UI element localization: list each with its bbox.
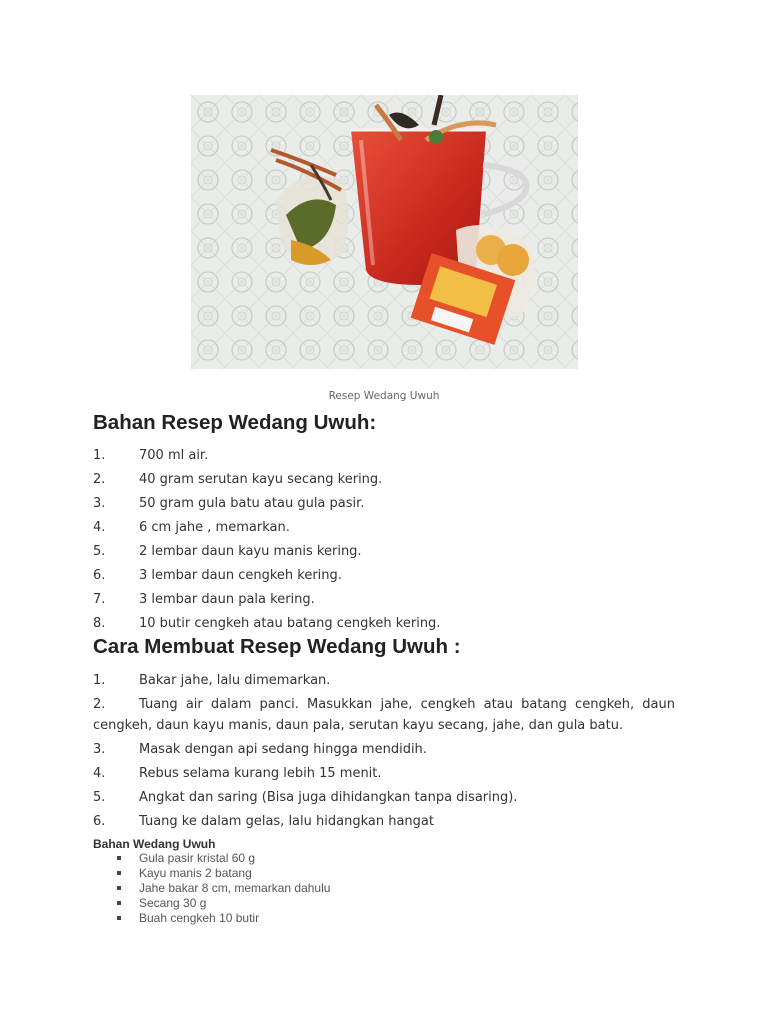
wedang-ingredient-text: Jahe bakar 8 cm, memarkan dahulu — [139, 881, 331, 895]
method-step-text: Tuang air dalam panci. Masukkan jahe, cengkeh atau batang cengkeh, daun cengkeh, daun kayu manis, daun pala, serutan kayu secang, jahe, dan gula batu. — [93, 697, 675, 733]
ingredient-item — [93, 613, 675, 634]
method-step-number: 4. — [93, 766, 106, 781]
ingredient-item-text: 40 gram serutan kayu secang kering. — [139, 472, 383, 487]
square-bullet-icon — [117, 916, 121, 920]
ingredient-item-text: 6 cm jahe , memarkan. — [139, 520, 290, 535]
method-step-text: Rebus selama kurang lebih 15 menit. — [139, 766, 382, 781]
ingredient-item — [93, 445, 675, 466]
ingredients-list — [93, 445, 675, 637]
wedang-ingredient-item — [115, 896, 330, 911]
wedang-ingredient-item — [115, 881, 330, 896]
ingredient-item-text: 700 ml air. — [139, 448, 209, 463]
ingredient-item-number: 8. — [93, 616, 106, 631]
method-step-text: Angkat dan saring (Bisa juga dihidangkan tanpa disaring). — [139, 790, 518, 805]
wedang-ingredient-text: Gula pasir kristal 60 g — [139, 851, 256, 865]
wedang-ingredient-text: Secang 30 g — [139, 896, 207, 910]
square-bullet-icon — [117, 856, 121, 860]
wedang-ingredient-text: Kayu manis 2 batang — [139, 866, 252, 880]
ingredient-item-text: 50 gram gula batu atau gula pasir. — [139, 496, 365, 511]
method-step-number: 5. — [93, 790, 106, 805]
method-step — [93, 811, 675, 832]
wedang-ingredient-item — [115, 866, 330, 881]
method-step — [93, 694, 675, 736]
ingredient-item-number: 2. — [93, 472, 106, 487]
method-step — [93, 763, 675, 784]
ingredient-item — [93, 517, 675, 538]
ingredient-item — [93, 469, 675, 490]
method-step-text: Masak dengan api sedang hingga mendidih. — [139, 742, 427, 757]
wedang-ingredient-item — [115, 851, 330, 866]
method-heading: Cara Membuat Resep Wedang Uwuh : — [93, 635, 461, 658]
method-step-number: 3. — [93, 742, 106, 757]
method-step — [93, 670, 675, 691]
ingredient-item — [93, 493, 675, 514]
wedang-ingredient-text: Buah cengkeh 10 butir — [139, 911, 260, 925]
ingredient-item-text: 10 butir cengkeh atau batang cengkeh kering. — [139, 616, 441, 631]
wedang-ingredients-heading: Bahan Wedang Uwuh — [93, 837, 216, 851]
method-step-number: 6. — [93, 814, 106, 829]
method-step-number: 1. — [93, 673, 106, 688]
ingredient-item-text: 3 lembar daun pala kering. — [139, 592, 315, 607]
recipe-photo — [191, 95, 578, 369]
ingredient-item-number: 1. — [93, 448, 106, 463]
ingredient-item — [93, 541, 675, 562]
method-step — [93, 739, 675, 760]
square-bullet-icon — [117, 871, 121, 875]
method-list — [93, 670, 675, 835]
ingredient-item-number: 3. — [93, 496, 106, 511]
method-step-text: Bakar jahe, lalu dimemarkan. — [139, 673, 331, 688]
method-step-text: Tuang ke dalam gelas, lalu hidangkan hangat — [139, 814, 434, 829]
ingredient-item-text: 3 lembar daun cengkeh kering. — [139, 568, 342, 583]
method-step-number: 2. — [93, 697, 106, 712]
wedang-ingredient-item — [115, 911, 330, 926]
ingredients-heading: Bahan Resep Wedang Uwuh: — [93, 411, 377, 434]
ingredient-item-text: 2 lembar daun kayu manis kering. — [139, 544, 362, 559]
ingredient-item — [93, 565, 675, 586]
square-bullet-icon — [117, 886, 121, 890]
method-step — [93, 787, 675, 808]
ingredient-item-number: 7. — [93, 592, 106, 607]
ingredient-item-number: 5. — [93, 544, 106, 559]
wedang-ingredients-list — [115, 851, 330, 926]
ingredient-item-number: 6. — [93, 568, 106, 583]
ingredient-item — [93, 589, 675, 610]
image-caption: Resep Wedang Uwuh — [328, 390, 440, 402]
ingredient-item-number: 4. — [93, 520, 106, 535]
square-bullet-icon — [117, 901, 121, 905]
